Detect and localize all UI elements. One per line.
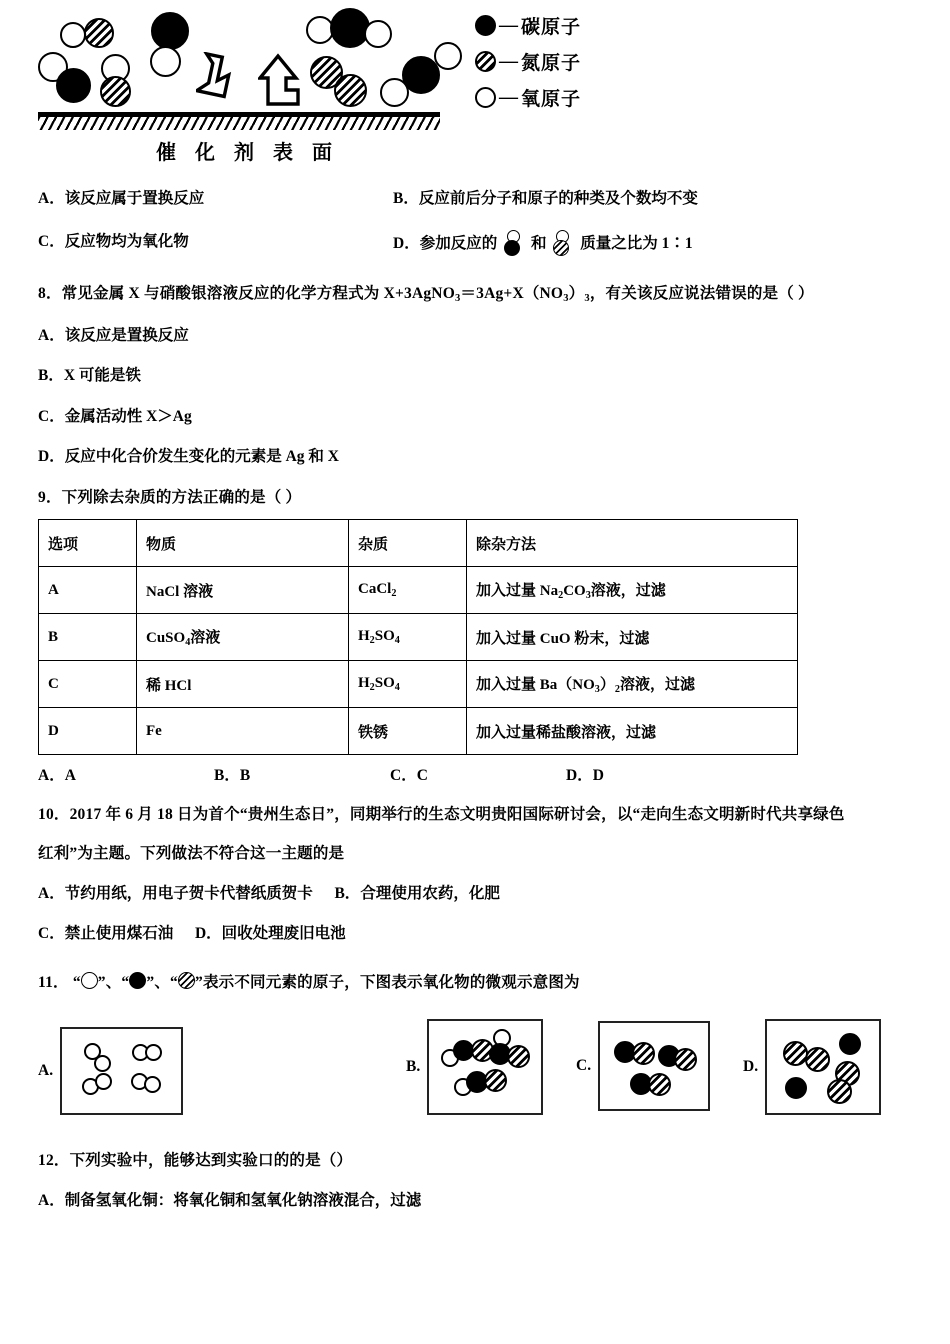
- legend-item-oxygen: [475, 84, 581, 111]
- nitrogen-atom: [648, 1073, 671, 1096]
- hatched-circle-icon: [475, 51, 496, 72]
- question8-option-d[interactable]: [38, 445, 928, 468]
- question7-option-d[interactable]: [393, 230, 693, 256]
- question9-answer-b[interactable]: B．B: [214, 767, 251, 785]
- option-text: 该反应属于置换反应: [64, 190, 205, 207]
- question8-stem: 8．常见金属 X 与硝酸银溶液反应的化学方程式为 $X+3AgNO_3=3Ag+X(NO_3)_3$，有关该反应说法错误的是（ ）: [38, 285, 814, 305]
- question10-option-c[interactable]: [38, 925, 173, 942]
- nitrogen-atom: [84, 18, 114, 48]
- molecule-diagram-box-c: [598, 1021, 710, 1111]
- question11-option-c[interactable]: [576, 1021, 710, 1111]
- option-label: B．: [393, 190, 419, 207]
- legend-item-nitrogen: [475, 48, 581, 75]
- option-label: A.: [38, 1061, 54, 1079]
- reaction-arrow-up-icon: [258, 48, 314, 110]
- oxygen-atom: [364, 20, 392, 48]
- table-row: [39, 614, 798, 661]
- oxygen-atom: [60, 22, 86, 48]
- molecule-diagram-box-b: [427, 1019, 543, 1115]
- hatched-circle-icon: [178, 972, 195, 989]
- nitrogen-oxide-molecule-icon: [552, 230, 574, 256]
- table-header-option: 选项: [39, 520, 137, 567]
- option-text: 参加反应的: [419, 235, 498, 253]
- table-row: [39, 708, 798, 755]
- question-number: 10．: [38, 806, 70, 824]
- oxygen-atom: [150, 46, 181, 77]
- option-text: 回收处理废旧电池: [221, 925, 346, 942]
- oxygen-atom: [145, 1044, 162, 1061]
- catalyst-surface-figure: [38, 0, 678, 175]
- black-circle-icon: [129, 972, 146, 989]
- cell-option: B: [39, 614, 137, 661]
- option-text: 和: [530, 235, 547, 253]
- table-row: [39, 661, 798, 708]
- question8-option-c[interactable]: [38, 405, 928, 428]
- legend-dash: —: [499, 50, 519, 72]
- option-label: B．: [334, 884, 361, 902]
- option-text: 反应中化合价发生变化的元素是 Ag 和 X: [64, 447, 339, 465]
- question10-option-a[interactable]: [38, 885, 313, 902]
- question10-stem-line1: 10．2017 年 6 月 18 日为首个“贵州生态日”，同期举行的生态文明贵阳国际研讨会，以“走向生态文明新时代共享绿色: [38, 806, 845, 824]
- table-header-substance: 物质: [137, 520, 349, 567]
- question11-option-a[interactable]: [38, 1027, 183, 1115]
- option-text: X 可能是铁: [63, 367, 141, 385]
- question8-option-a[interactable]: [38, 324, 928, 347]
- figure-caption: 催 化 剂 表 面: [156, 142, 339, 164]
- black-circle-icon: [475, 15, 496, 36]
- question9-stem: 9．下列除去杂质的方法正确的是（ ）: [38, 489, 302, 506]
- nitrogen-atom: [805, 1047, 830, 1072]
- cell-substance: Fe: [137, 708, 349, 755]
- question10-option-row-2: [38, 922, 922, 945]
- oxygen-atom: [144, 1076, 161, 1093]
- carbon-atom: [151, 12, 189, 50]
- option-label: B.: [406, 1057, 421, 1075]
- cell-substance: NaCl 溶液: [137, 567, 349, 614]
- cell-substance: 稀 HCl: [137, 661, 349, 708]
- option-text: 禁止使用煤石油: [64, 925, 174, 942]
- option-label: C．: [38, 925, 65, 942]
- carbon-atom: [504, 240, 520, 256]
- legend-label: 碳原子: [521, 17, 582, 38]
- cell-method: 加入过量 CuO 粉末，过滤: [467, 614, 798, 661]
- nitrogen-atom: [100, 76, 131, 107]
- cell-method: 加入过量 $Ba(NO_3)_2$溶液，过滤: [467, 661, 798, 708]
- impurity-removal-table: [38, 519, 798, 755]
- molecule-diagram-box-a: [60, 1027, 183, 1115]
- question7-option-row-2: [38, 230, 918, 256]
- legend-dash: —: [499, 14, 519, 36]
- question9-answer-a[interactable]: A．A: [38, 767, 76, 785]
- question7-option-c[interactable]: [38, 230, 393, 256]
- option-label: A．: [38, 1191, 65, 1209]
- legend-dash: —: [499, 86, 519, 108]
- question10-option-d[interactable]: [195, 925, 346, 942]
- question11-option-b[interactable]: [406, 1019, 543, 1115]
- oxygen-atom: [95, 1073, 112, 1090]
- question11-options-row: [38, 1013, 910, 1125]
- option-text: 合理使用农药，化肥: [360, 884, 500, 902]
- legend-label: 氧原子: [521, 89, 582, 110]
- option-label: D.: [743, 1057, 759, 1075]
- option-label: B．: [38, 367, 64, 385]
- question9-answer-row: [38, 763, 950, 785]
- option-label: D．: [38, 447, 65, 465]
- carbon-atom: [839, 1033, 861, 1055]
- question12-stem: 12．下列实验中，能够达到实验口的的是（）: [38, 1151, 353, 1169]
- cell-option: A: [39, 567, 137, 614]
- question11-stem: 11． “ ”、“ ”、“ ”表示不同元素的原子，下图表示氧化物的微观示意图为: [38, 974, 580, 992]
- question10-option-b[interactable]: [334, 885, 499, 902]
- cell-impurity: 铁锈: [349, 708, 467, 755]
- option-label: D．: [393, 235, 420, 253]
- question9-answer-d[interactable]: D．D: [566, 767, 604, 785]
- nitrogen-atom: [827, 1079, 852, 1104]
- cell-option: D: [39, 708, 137, 755]
- nitrogen-atom: [484, 1069, 507, 1092]
- question10-stem-line2: 红利”为主题。下列做法不符合这一主题的是: [38, 844, 345, 862]
- option-label: D．: [194, 925, 222, 942]
- option-text: 制备氢氧化铜：将氧化铜和氢氧化钠溶液混合，过滤: [64, 1191, 422, 1209]
- table-header-impurity: 杂质: [349, 520, 467, 567]
- catalyst-surface-hatching: [38, 117, 440, 130]
- reaction-arrow-down-icon: [196, 52, 252, 110]
- table-header-row: [39, 520, 798, 567]
- question8-option-b[interactable]: [38, 364, 928, 387]
- nitrogen-atom: [632, 1042, 655, 1065]
- legend-label: 氮原子: [521, 53, 582, 74]
- white-circle-icon: [81, 972, 98, 989]
- carbon-atom: [785, 1077, 807, 1099]
- question11-option-d[interactable]: [743, 1019, 881, 1115]
- nitrogen-atom: [674, 1048, 697, 1071]
- option-label: C．: [38, 407, 65, 425]
- cell-method: 加入过量稀盐酸溶液，过滤: [467, 708, 798, 755]
- question7-option-b[interactable]: [393, 187, 698, 210]
- white-circle-icon: [475, 87, 496, 108]
- question9-answer-c[interactable]: C．C: [390, 767, 428, 785]
- question-number: 11．: [38, 974, 69, 992]
- cell-impurity: $H_2SO_4$: [349, 661, 467, 708]
- option-label: A．: [38, 884, 65, 902]
- option-text: 质量之比为 1∶1: [580, 235, 693, 253]
- question7-option-a[interactable]: [38, 187, 393, 210]
- oxygen-atom: [94, 1055, 111, 1072]
- option-label: A．: [38, 327, 65, 344]
- cell-impurity: $H_2SO_4$: [349, 614, 467, 661]
- option-text: 反应前后分子和原子的种类及个数均不变: [418, 190, 698, 207]
- option-label: A．: [38, 190, 65, 207]
- nitrogen-atom: [553, 240, 569, 256]
- carbon-monoxide-molecule-icon: [503, 230, 525, 256]
- cell-option: C: [39, 661, 137, 708]
- cell-method: 加入过量 $Na_2CO_3$溶液，过滤: [467, 567, 798, 614]
- cell-impurity: CaCl$_2$: [349, 567, 467, 614]
- table-row: [39, 567, 798, 614]
- option-text: 该反应是置换反应: [64, 327, 189, 344]
- oxygen-atom: [434, 42, 462, 70]
- cell-substance: CuSO$_4$溶液: [137, 614, 349, 661]
- option-text: 节约用纸，用电子贺卡代替纸质贺卡: [64, 884, 313, 902]
- option-label: C.: [576, 1056, 592, 1074]
- question-number: 12．: [38, 1151, 70, 1169]
- molecule-diagram-box-d: [765, 1019, 881, 1115]
- carbon-atom: [56, 68, 91, 103]
- question7-option-row-1: [38, 187, 918, 210]
- nitrogen-atom: [507, 1045, 530, 1068]
- question12-option-a[interactable]: [38, 1189, 922, 1212]
- option-text: 金属活动性 X＞Ag: [64, 407, 192, 425]
- question-number: 8．: [38, 285, 62, 303]
- nitrogen-atom: [334, 74, 367, 107]
- question10-option-row-1: [38, 882, 922, 905]
- question-number: 9．: [38, 489, 62, 506]
- legend-item-carbon: [475, 12, 581, 39]
- option-label: C．: [38, 233, 65, 251]
- table-header-method: 除杂方法: [467, 520, 798, 567]
- option-text: 反应物均为氧化物: [64, 233, 189, 251]
